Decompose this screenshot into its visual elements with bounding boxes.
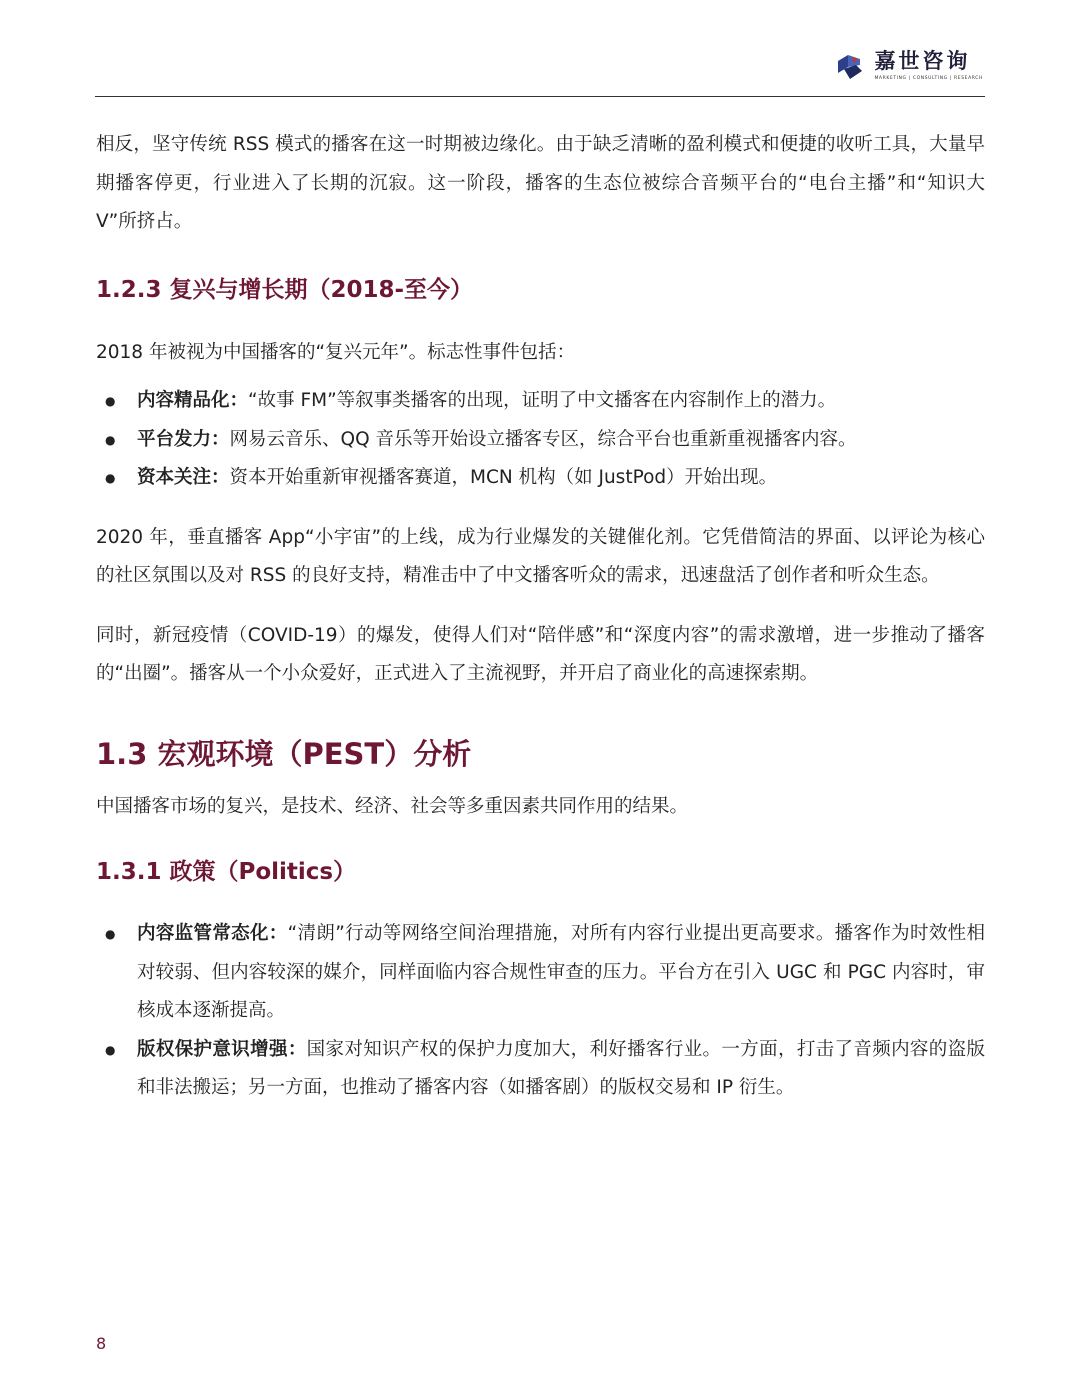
brand-logo [834,48,983,83]
section-1-3-1-heading: 1.3.1 政策（Politics） [96,859,357,885]
section-1-2-3-paragraph-2020: 2020 年，垂直播客 App“小宇宙”的上线，成为行业爆发的关键催化剂。它凭借简洁的界面、以评论为核心的社区氛围以及对 RSS 的良好支持，精准击中了中文播客听众的需求，迅速盘活了创作者和听众生态。 [96,526,985,586]
page-content [96,126,985,1108]
section-1-2-3-paragraph-covid: 同时，新冠疫情（COVID-19）的爆发，使得人们对“陪伴感”和“深度内容”的需求激增，进一步推动了播客的“出圈”。播客从一个小众爱好，正式进入了主流视野，并开启了商业化的高速探索期。 [96,624,985,684]
section-1-2-3-heading: 1.2.3 复兴与增长期（2018-至今） [96,276,474,303]
list-item [96,1031,985,1108]
list-item-label: 内容精品化： [137,390,249,411]
page-header [95,40,985,97]
intro-paragraph: 相反，坚守传统 RSS 模式的播客在这一时期被边缘化。由于缺乏清晰的盈利模式和便捷的收听工具，大量早期播客停更，行业进入了长期的沉寂。这一阶段，播客的生态位被综合音频平台的“电台主播”和“知识大 V”所挤占。 [96,134,985,232]
section-1-3-heading: 1.3 宏观环境（PEST）分析 [96,736,472,771]
list-item-text: “故事 FM”等叙事类播客的出现，证明了中文播客在内容制作上的潜力。 [248,390,837,411]
list-item-text: 网易云音乐、QQ 音乐等开始设立播客专区，综合平台也重新重视播客内容。 [229,428,857,450]
list-item-text: 资本开始重新审视播客赛道，MCN 机构（如 JustPod）开始出现。 [229,467,778,488]
list-item-text: “清朗”行动等网络空间治理措施，对所有内容行业提出更高要求。播客作为时效性相对较弱、但内容较深的媒介，同样面临内容合规性审查的压力。平台方在引入 UGC 和 PGC 内容时，审核成本逐渐提高。 [137,923,985,1021]
brand-tagline: MARKETING | CONSULTING | RESEARCH [874,76,983,81]
brand-mark-icon [834,51,866,83]
section-1-3-lead: 中国播客市场的复兴，是技术、经济、社会等多重因素共同作用的结果。 [96,795,689,817]
list-item-label: 内容监管常态化： [137,923,288,944]
list-item-label: 资本关注： [137,467,230,488]
section-1-3-1-list [96,915,985,1108]
list-item [96,915,985,1031]
list-item [96,382,985,421]
brand-name: 嘉世咨询 [874,49,971,73]
section-1-2-3-lead: 2018 年被视为中国播客的“复兴元年”。标志性事件包括： [96,341,576,363]
list-item-label: 版权保护意识增强： [137,1038,307,1060]
list-item [96,421,985,460]
page-number: 8 [96,1334,107,1353]
section-1-2-3-list [96,382,985,498]
list-item-label: 平台发力： [137,428,230,450]
list-item [96,459,985,498]
list-item-text: 国家对知识产权的保护力度加大，利好播客行业。一方面，打击了音频内容的盗版和非法搬运；另一方面，也推动了播客内容（如播客剧）的版权交易和 IP 衍生。 [137,1038,985,1098]
